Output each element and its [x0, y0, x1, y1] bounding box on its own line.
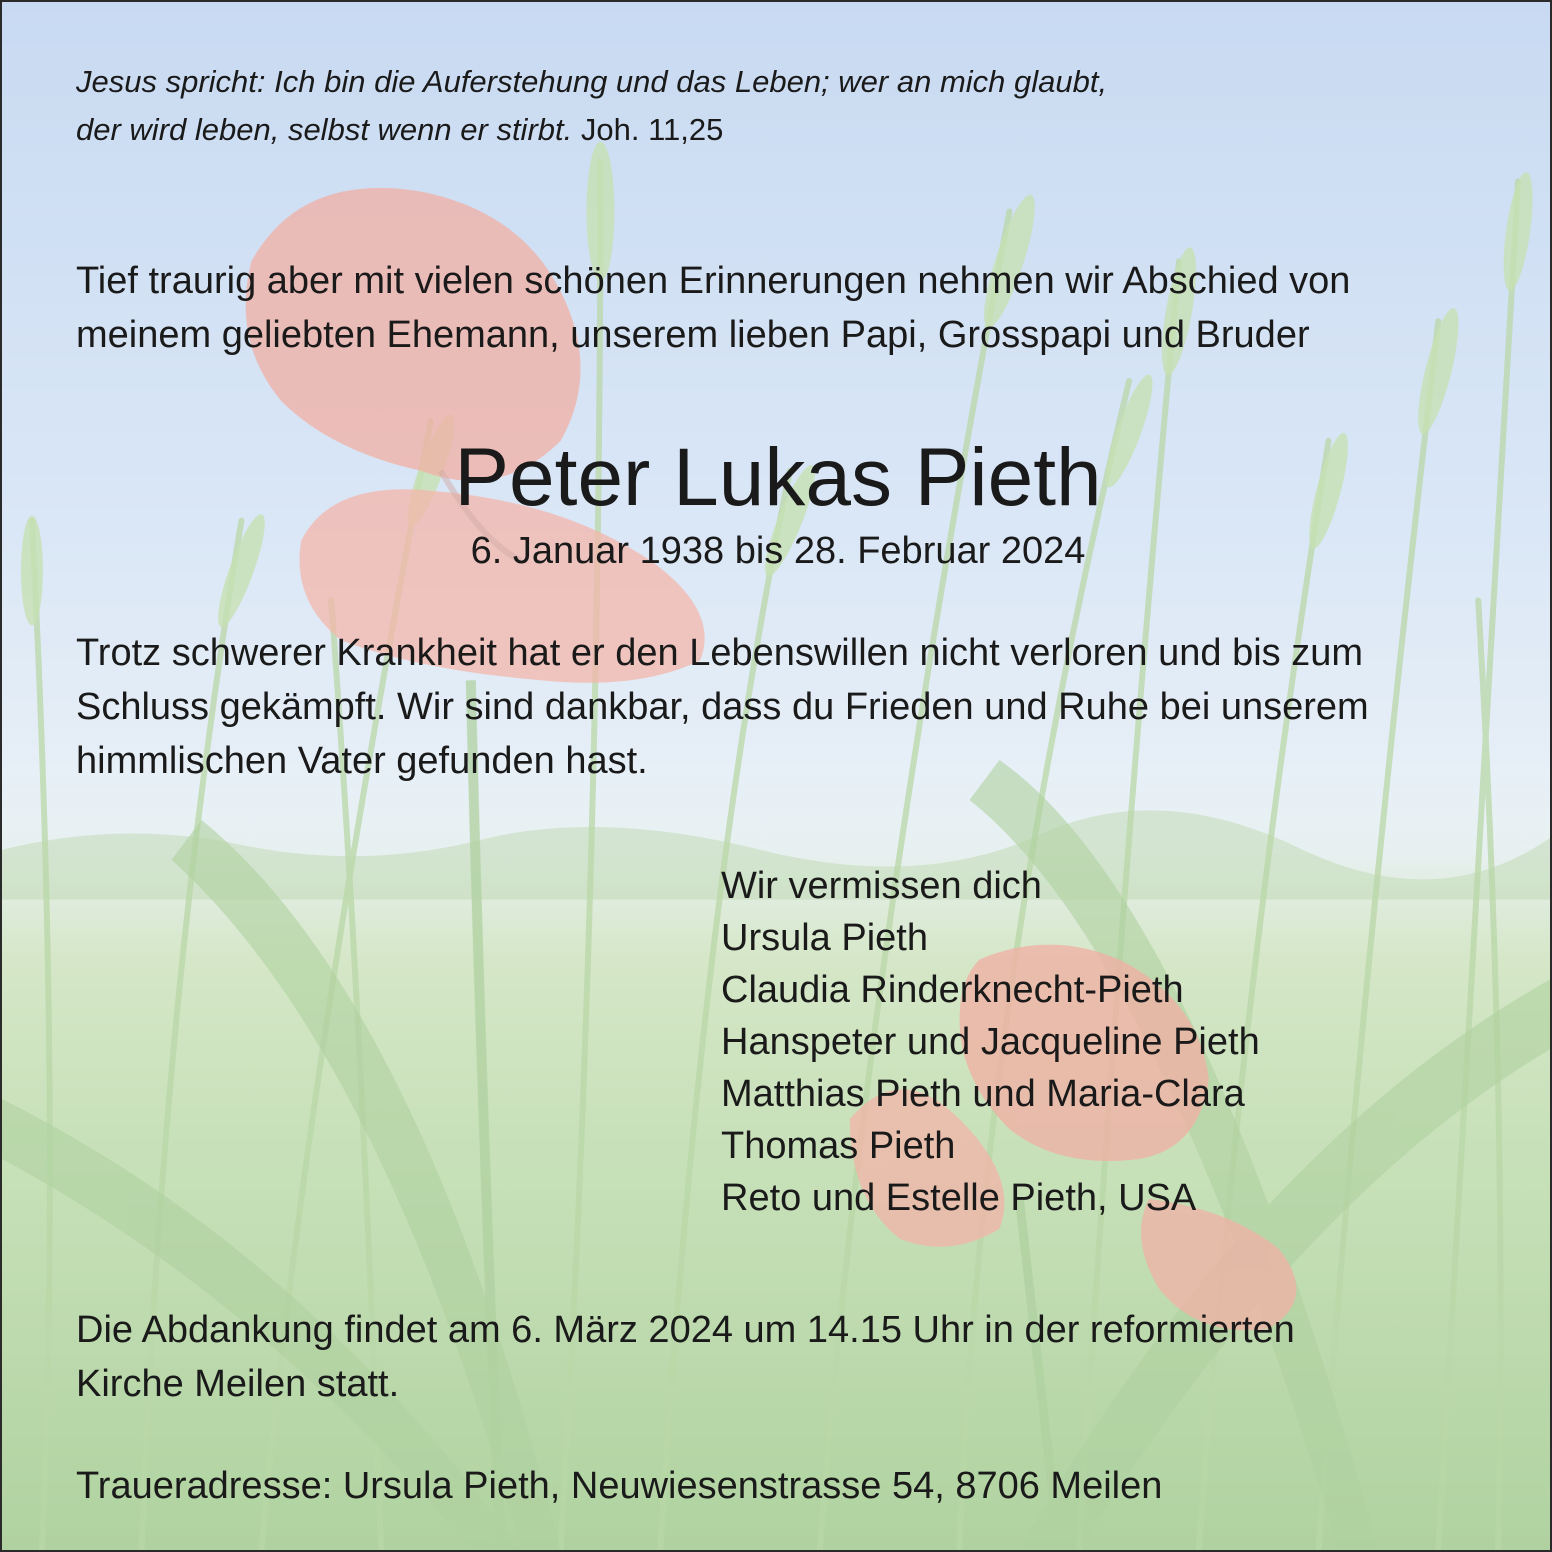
- mourner-name: Hanspeter und Jacqueline Pieth: [721, 1021, 1260, 1063]
- memorial-line-3: himmlischen Vater gefunden hast.: [76, 740, 648, 782]
- mourning-address: Traueradresse: Ursula Pieth, Neuwiesenstrasse 54, 8706 Meilen: [76, 1465, 1163, 1507]
- mourner-name: Ursula Pieth: [721, 917, 928, 959]
- verse-line-2: der wird leben, selbst wenn er stirbt.: [76, 112, 573, 147]
- verse-line-1: Jesus spricht: Ich bin die Auferstehung und das Leben; wer an mich glaubt,: [76, 64, 1108, 99]
- deceased-name: Peter Lukas Pieth: [454, 432, 1102, 523]
- ceremony-line-2: Kirche Meilen statt.: [76, 1363, 400, 1405]
- mourner-name: Thomas Pieth: [721, 1125, 956, 1167]
- ceremony-info: [76, 1303, 1516, 1411]
- life-dates: 6. Januar 1938 bis 28. Februar 2024: [470, 530, 1086, 572]
- mourner-name: Claudia Rinderknecht-Pieth: [721, 969, 1184, 1011]
- intro-line-1: Tief traurig aber mit vielen schönen Erinnerungen nehmen wir Abschied von: [76, 260, 1351, 302]
- mourner-name: Matthias Pieth und Maria-Clara: [721, 1073, 1245, 1115]
- memorial-line-1: Trotz schwerer Krankheit hat er den Lebenswillen nicht verloren und bis zum: [76, 632, 1364, 674]
- mourner-name: Reto und Estelle Pieth, USA: [721, 1177, 1197, 1219]
- verse-reference: Joh. 11,25: [580, 112, 724, 147]
- intro-line-2: meinem geliebten Ehemann, unserem lieben Papi, Grosspapi und Bruder: [76, 314, 1310, 356]
- bible-verse: [76, 58, 1376, 154]
- memorial-text: [76, 626, 1516, 788]
- ceremony-line-1: Die Abdankung findet am 6. März 2024 um 14.15 Uhr in der reformierten: [76, 1309, 1295, 1351]
- intro-text: [76, 254, 1496, 362]
- mourners-list: [721, 860, 1521, 1224]
- memorial-line-2: Schluss gekämpft. Wir sind dankbar, dass du Frieden und Ruhe bei unserem: [76, 686, 1369, 728]
- mourners-heading: Wir vermissen dich: [721, 865, 1042, 907]
